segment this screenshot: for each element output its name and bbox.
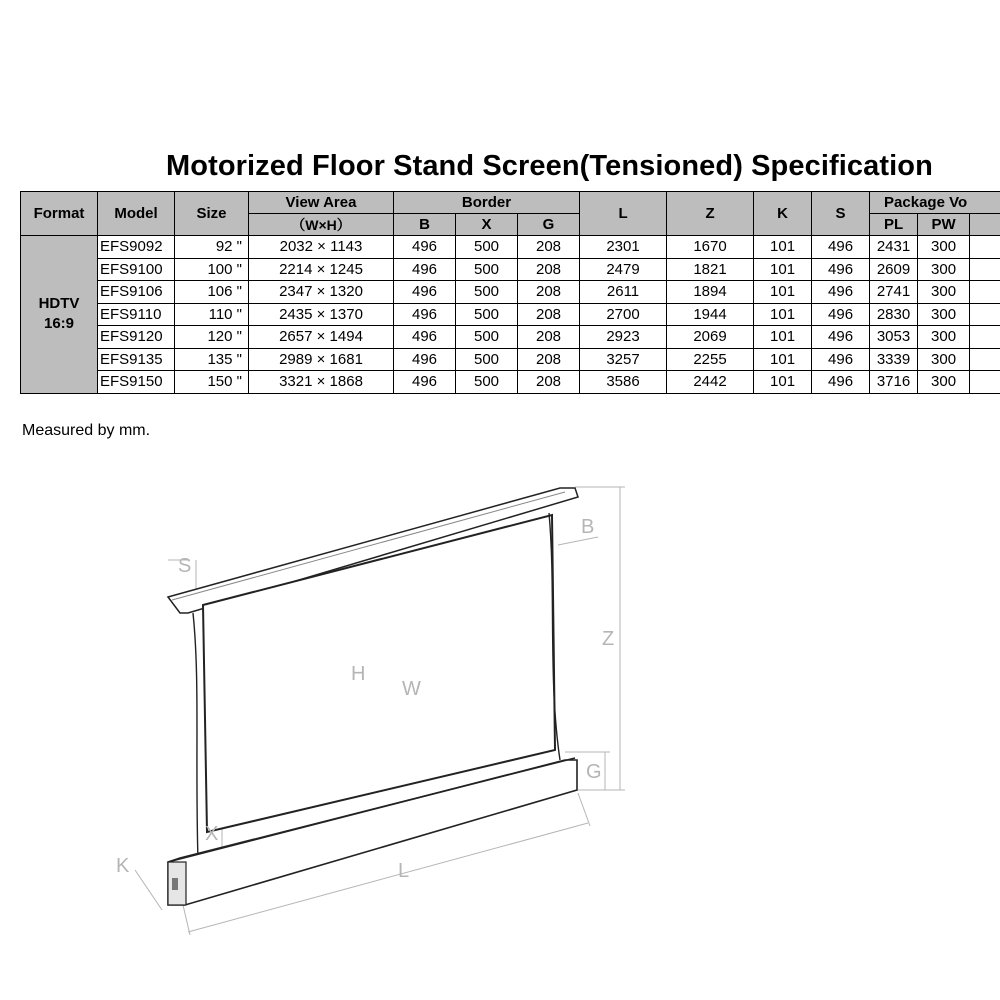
l-dimension-tick-right [578, 793, 590, 826]
cell-pl: 2741 [870, 281, 918, 304]
cell-pl: 2431 [870, 236, 918, 259]
cell-b: 496 [394, 371, 456, 394]
table-row [21, 348, 1000, 371]
cell-package-extra [970, 258, 1000, 281]
cell-pw: 300 [918, 348, 970, 371]
cell-g: 208 [518, 326, 580, 349]
cell-g: 208 [518, 236, 580, 259]
b-dimension-line [558, 537, 598, 545]
cell-model: EFS9150 [98, 371, 175, 394]
table-row [21, 326, 1000, 349]
cell-k: 101 [754, 303, 812, 326]
cell-g: 208 [518, 303, 580, 326]
cell-x: 500 [456, 281, 518, 304]
header-pl: PL [870, 214, 918, 236]
cell-size: 106 " [175, 281, 249, 304]
cell-x: 500 [456, 236, 518, 259]
cell-pw: 300 [918, 236, 970, 259]
header-l: L [580, 192, 667, 236]
page-title: Motorized Floor Stand Screen(Tensioned) Specification [166, 150, 933, 182]
cell-package-extra [970, 303, 1000, 326]
cell-g: 208 [518, 281, 580, 304]
cell-z: 1944 [667, 303, 754, 326]
cell-b: 496 [394, 303, 456, 326]
cell-model: EFS9135 [98, 348, 175, 371]
header-border-b: B [394, 214, 456, 236]
table-row [21, 258, 1000, 281]
cell-k: 101 [754, 281, 812, 304]
header-border: Border [394, 192, 580, 214]
cell-pl: 3716 [870, 371, 918, 394]
format-line-1: HDTV [38, 295, 80, 313]
cell-z: 2442 [667, 371, 754, 394]
cell-z: 1821 [667, 258, 754, 281]
cell-l: 2479 [580, 258, 667, 281]
cell-b: 496 [394, 348, 456, 371]
cell-z: 1894 [667, 281, 754, 304]
cell-k: 101 [754, 258, 812, 281]
cell-pw: 300 [918, 258, 970, 281]
l-dimension-tick-left [183, 905, 190, 935]
header-pw: PW [918, 214, 970, 236]
table-row [21, 281, 1000, 304]
cell-model: EFS9092 [98, 236, 175, 259]
label-g: G [586, 761, 602, 783]
cell-pw: 300 [918, 303, 970, 326]
table-row [21, 236, 1000, 259]
header-package: Package Vo [870, 192, 1000, 214]
cell-k: 101 [754, 326, 812, 349]
cell-l: 3257 [580, 348, 667, 371]
label-w: W [402, 678, 421, 700]
k-dimension-line [135, 870, 162, 910]
cell-package-extra [970, 326, 1000, 349]
format-line-2: 16:9 [43, 315, 75, 333]
screen-dimension-diagram [0, 460, 1000, 950]
cell-k: 101 [754, 371, 812, 394]
cell-model: EFS9106 [98, 281, 175, 304]
cell-package-extra [970, 236, 1000, 259]
cell-model: EFS9110 [98, 303, 175, 326]
cell-model: EFS9100 [98, 258, 175, 281]
label-x: X [205, 823, 219, 845]
cell-size: 100 " [175, 258, 249, 281]
cell-size: 135 " [175, 348, 249, 371]
cell-g: 208 [518, 371, 580, 394]
cell-pl: 2609 [870, 258, 918, 281]
cell-x: 500 [456, 258, 518, 281]
cell-x: 500 [456, 326, 518, 349]
cell-view: 2032 × 1143 [249, 236, 394, 259]
cell-s: 496 [812, 258, 870, 281]
cell-g: 208 [518, 258, 580, 281]
cell-size: 92 " [175, 236, 249, 259]
label-z: Z [602, 628, 615, 650]
header-size: Size [175, 192, 249, 236]
cell-b: 496 [394, 236, 456, 259]
cell-package-extra [970, 348, 1000, 371]
header-view-area: View Area [249, 192, 394, 214]
cell-s: 496 [812, 303, 870, 326]
cell-pl: 3053 [870, 326, 918, 349]
cell-s: 496 [812, 281, 870, 304]
cell-view: 2214 × 1245 [249, 258, 394, 281]
cell-size: 150 " [175, 371, 249, 394]
cell-b: 496 [394, 326, 456, 349]
cell-z: 2255 [667, 348, 754, 371]
label-l: L [398, 860, 410, 882]
cell-view: 3321 × 1868 [249, 371, 394, 394]
cell-s: 496 [812, 348, 870, 371]
header-model: Model [98, 192, 175, 236]
cell-l: 2301 [580, 236, 667, 259]
cell-x: 500 [456, 303, 518, 326]
header-view-area-sub: （W×H） [249, 214, 394, 236]
cell-view: 2435 × 1370 [249, 303, 394, 326]
header-s: S [812, 192, 870, 236]
cell-k: 101 [754, 236, 812, 259]
cell-z: 2069 [667, 326, 754, 349]
spec-table-container [20, 191, 1000, 397]
control-port [172, 878, 178, 890]
spec-table [20, 191, 1000, 394]
table-row [21, 303, 1000, 326]
header-border-g: G [518, 214, 580, 236]
cell-view: 2989 × 1681 [249, 348, 394, 371]
cell-x: 500 [456, 371, 518, 394]
cell-pl: 2830 [870, 303, 918, 326]
cell-model: EFS9120 [98, 326, 175, 349]
cell-pw: 300 [918, 326, 970, 349]
cell-package-extra [970, 371, 1000, 394]
cell-s: 496 [812, 326, 870, 349]
cell-pw: 300 [918, 371, 970, 394]
left-tension-cable [193, 613, 198, 860]
format-cell [21, 236, 98, 394]
cell-x: 500 [456, 348, 518, 371]
header-package-extra [970, 214, 1000, 236]
spec-table-body [21, 236, 1000, 394]
measurement-note: Measured by mm. [22, 422, 151, 439]
cell-size: 120 " [175, 326, 249, 349]
header-border-x: X [456, 214, 518, 236]
header-format: Format [21, 192, 98, 236]
cell-l: 2700 [580, 303, 667, 326]
cell-g: 208 [518, 348, 580, 371]
cell-package-extra [970, 281, 1000, 304]
header-k: K [754, 192, 812, 236]
cell-s: 496 [812, 371, 870, 394]
cell-b: 496 [394, 258, 456, 281]
header-z: Z [667, 192, 754, 236]
table-row [21, 371, 1000, 394]
label-k: K [116, 855, 130, 877]
cell-size: 110 " [175, 303, 249, 326]
cell-k: 101 [754, 348, 812, 371]
cell-l: 2923 [580, 326, 667, 349]
cell-l: 2611 [580, 281, 667, 304]
cell-s: 496 [812, 236, 870, 259]
cell-pl: 3339 [870, 348, 918, 371]
label-s: S [178, 555, 192, 577]
label-h: H [351, 663, 366, 685]
cell-b: 496 [394, 281, 456, 304]
cell-l: 3586 [580, 371, 667, 394]
cell-view: 2657 × 1494 [249, 326, 394, 349]
label-b: B [581, 516, 595, 538]
cell-z: 1670 [667, 236, 754, 259]
cell-view: 2347 × 1320 [249, 281, 394, 304]
cell-pw: 300 [918, 281, 970, 304]
